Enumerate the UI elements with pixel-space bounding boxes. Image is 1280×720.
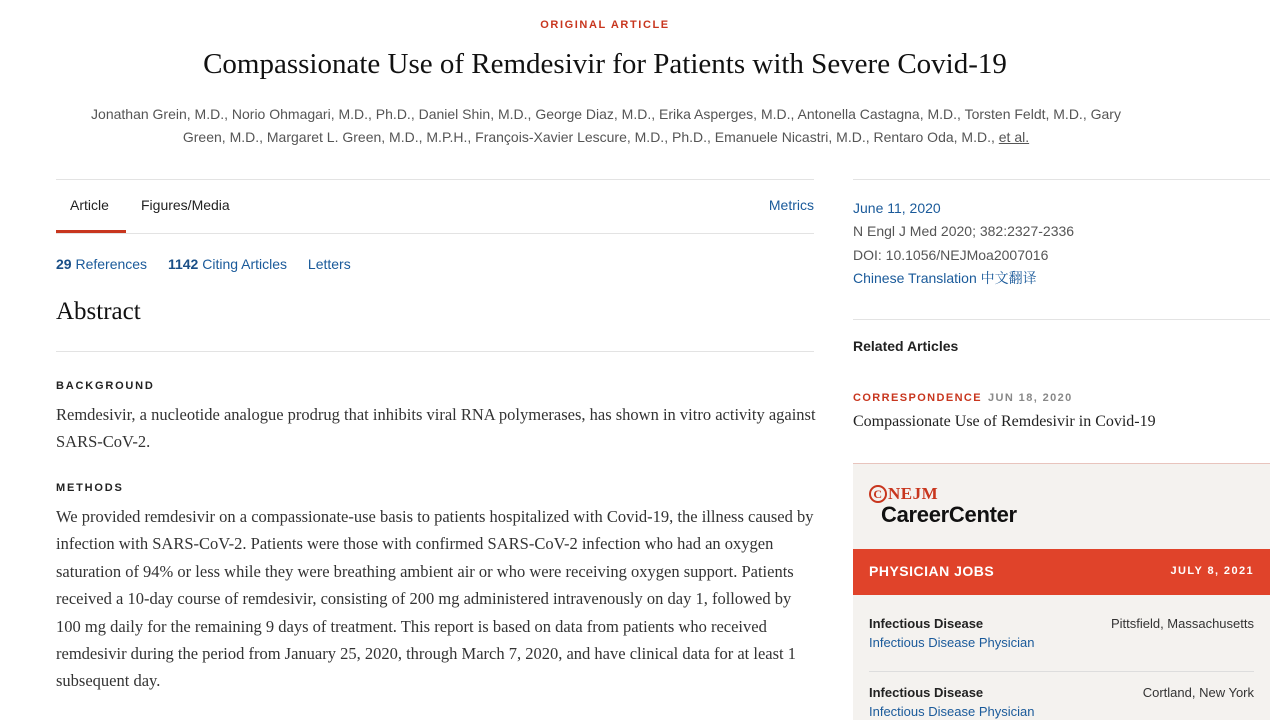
article-meta [853, 197, 1074, 290]
letters-link[interactable]: Letters [307, 256, 351, 272]
references-link[interactable] [56, 256, 147, 272]
nejm-c-mark: C [869, 485, 887, 503]
article-links [56, 256, 368, 272]
tab-article[interactable]: Article [70, 197, 109, 213]
related-category: CORRESPONDENCE [853, 392, 983, 404]
physician-jobs-bar[interactable] [853, 549, 1270, 595]
nejm-text: NEJM [888, 484, 939, 503]
divider [853, 319, 1270, 320]
citing-count: 1142 [167, 256, 199, 272]
job-title-link[interactable]: Infectious Disease Physician [869, 635, 1035, 650]
doi: DOI: 10.1056/NEJMoa2007016 [853, 246, 1049, 263]
et-al-link[interactable]: et al. [998, 129, 1030, 145]
publication-date-link[interactable]: June 11, 2020 [853, 200, 941, 216]
authors-line-2: Green, M.D., Margaret L. Green, M.D., M.P.H., François-Xavier Lescure, M.D., Ph.D., Emanuele Nicastri, M.D., Rentaro Oda, M.D., [182, 129, 999, 145]
background-label: BACKGROUND [56, 380, 155, 392]
authors-line-1: Jonathan Grein, M.D., Norio Ohmagari, M.D., Ph.D., Daniel Shin, M.D., George Diaz, M.D., Erika Asperges, M.D., Antonella Castagna, M.D., Torsten Feldt, M.D., Gary [91, 106, 1121, 122]
divider [869, 671, 1254, 672]
methods-text: We provided remdesivir on a compassionate-use basis to patients hospitalized with Covid-19, the illness caused by infection with SARS-CoV-2. Patients were those with confirmed SARS-CoV-2 infection who had an oxygen saturation of 94% or less while they were breathing ambient air or who were receiving oxygen support. Patients received a 10-day course of remdesivir, consisting of 200 mg administered intravenously on day 1, followed by 100 mg daily for the remaining 9 days of treatment. This report is based on data from patients who received remdesivir during the period from January 25, 2020, through March 7, 2020, and have clinical data for at least 1 subsequent day. [56, 507, 814, 691]
related-articles-heading: Related Articles [853, 338, 959, 354]
job-listing [869, 616, 1254, 650]
divider [56, 233, 814, 234]
job-category: Infectious Disease [869, 685, 984, 700]
divider [56, 351, 814, 352]
references-label: References [71, 256, 148, 272]
tab-metrics[interactable]: Metrics [768, 197, 814, 213]
job-category: Infectious Disease [869, 616, 984, 631]
nejm-wordmark [869, 484, 938, 503]
related-article-link[interactable]: Compassionate Use of Remdesivir in Covid-19 [853, 413, 1156, 430]
citation: N Engl J Med 2020; 382:2327-2336 [853, 223, 1075, 240]
career-center-widget [853, 464, 1270, 720]
author-list [60, 103, 1152, 149]
career-center-name: CareerCenter [881, 502, 1017, 527]
chinese-translation-link[interactable]: Chinese Translation 中文翻译 [853, 269, 1037, 286]
job-location: Pittsfield, Massachusetts [1110, 616, 1254, 631]
background-text: Remdesivir, a nucleotide analogue prodrug that inhibits viral RNA polymerases, has shown in vitro activity against SARS-CoV-2. [56, 405, 816, 452]
related-article-meta [853, 392, 1073, 404]
article-title: Compassionate Use of Remdesivir for Patients with Severe Covid-19 [203, 48, 1007, 80]
job-title-link[interactable]: Infectious Disease Physician [869, 704, 1035, 719]
related-date: JUN 18, 2020 [988, 392, 1073, 404]
references-count: 29 [56, 256, 72, 272]
job-location: Cortland, New York [1142, 685, 1254, 700]
career-center-logo[interactable] [869, 484, 1017, 528]
divider [853, 179, 1270, 180]
tab-figures-media[interactable]: Figures/Media [141, 197, 230, 213]
citing-articles-link[interactable] [168, 256, 287, 272]
physician-jobs-date: JULY 8, 2021 [1170, 565, 1254, 577]
physician-jobs-label: PHYSICIAN JOBS [869, 563, 995, 579]
article-tabs [56, 197, 814, 233]
article-type-kicker: ORIGINAL ARTICLE [540, 19, 670, 31]
citing-label: Citing Articles [198, 256, 288, 272]
methods-label: METHODS [56, 482, 124, 494]
abstract-heading: Abstract [56, 298, 141, 325]
divider [56, 179, 814, 180]
job-listing [869, 685, 1254, 719]
